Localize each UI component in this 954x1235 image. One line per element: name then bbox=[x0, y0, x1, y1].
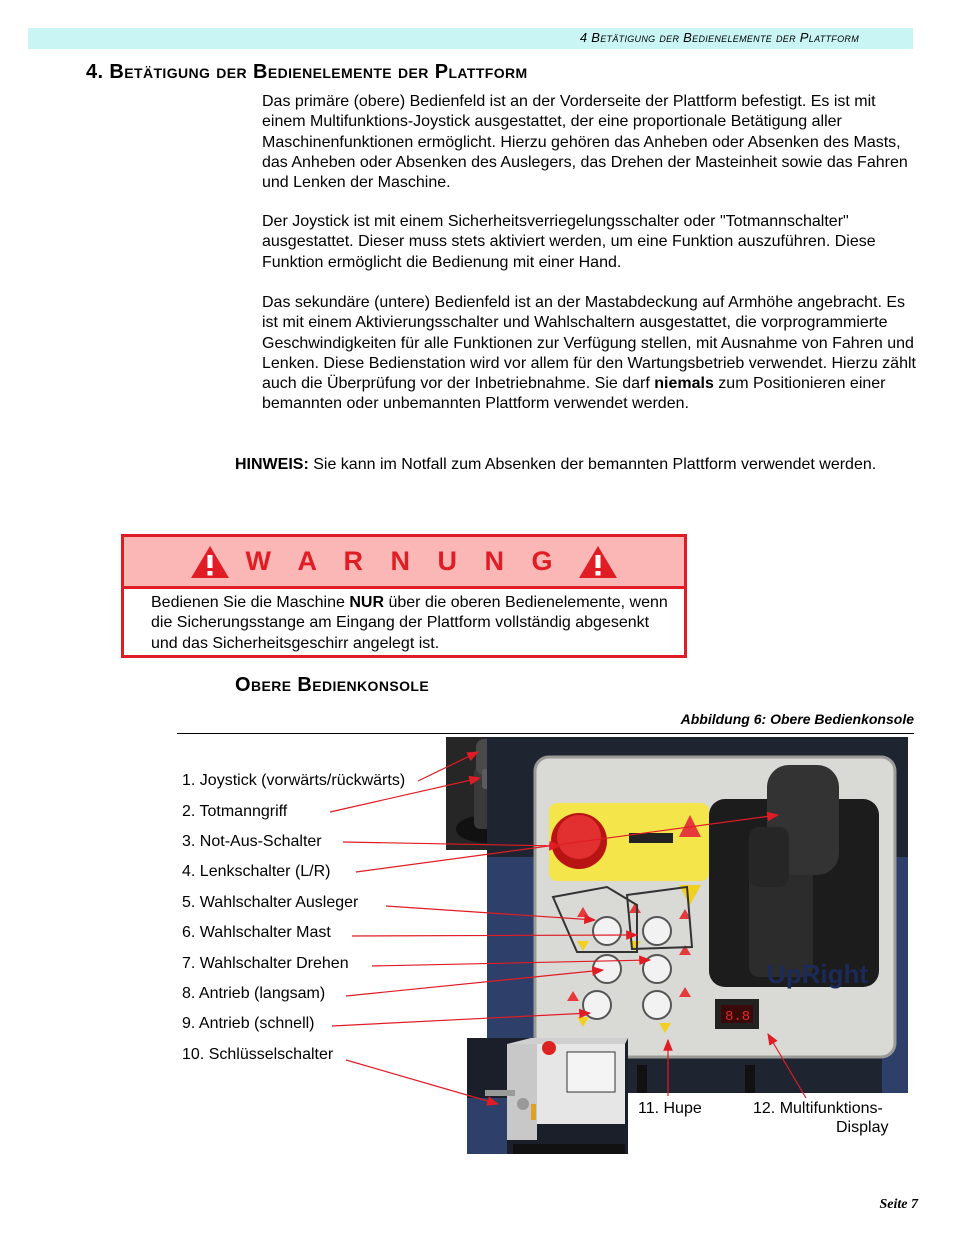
paragraph-deadman-switch: Der Joystick ist mit einem Sicherheitsverriegelungsschalter oder "Totmannschalter" ausgestattet. Dieser muss stets aktiviert werden, um eine Funktion auszuführen. Diese Funktion ermöglicht die Bedienung mit einer Hand. bbox=[262, 213, 876, 271]
subsection-title: Obere Bedienkonsole bbox=[235, 674, 430, 696]
p3-text-bold: niemals bbox=[654, 375, 714, 393]
running-title: 4 Betätigung der Bedienelemente der Plattform bbox=[579, 30, 859, 45]
note-text: Sie kann im Notfall zum Absenken der bemannten Plattform verwendet werden. bbox=[313, 456, 877, 473]
warning-text bbox=[124, 589, 684, 654]
paragraph-secondary-panel bbox=[262, 293, 922, 415]
multifunction-display-value: 8.8 bbox=[725, 1009, 751, 1025]
warning-box bbox=[121, 534, 687, 658]
p3-text-before: Das sekundäre (untere) Bedienfeld ist an der Mastabdeckung auf Armhöhe angebracht. Es ist mit einem Aktivierungsschalter und Wahlschaltern ausgestattet, die vorprogrammierte Geschwindigkeiten für alle Funktionen zur Verfügung stellen, mit Ausnahme von Fahren und Lenken. Diese Bedienstation wird vor allem für den Wartungsbetrieb verwendet. Hierzu zählt auch die Überprüfung vor der Inbetriebnahme. Sie darf bbox=[262, 294, 916, 393]
running-header bbox=[28, 28, 913, 49]
warning-triangle-icon bbox=[578, 545, 618, 579]
warning-triangle-icon bbox=[190, 545, 230, 579]
key-switch-photo bbox=[467, 1038, 628, 1154]
label-display-line2: Display bbox=[836, 1119, 889, 1136]
label-boom-selector: 5. Wahlschalter Ausleger bbox=[182, 894, 359, 911]
section-title: 4. Betätigung der Bedienelemente der Plattform bbox=[86, 61, 528, 83]
warning-text-bold: NUR bbox=[349, 594, 385, 611]
figure-caption: Abbildung 6: Obere Bedienkonsole bbox=[680, 711, 914, 727]
page-number: Seite 7 bbox=[879, 1197, 918, 1212]
label-display-line1: 12. Multifunktions- bbox=[753, 1100, 883, 1117]
brand-logo: UpRight bbox=[767, 959, 869, 989]
warning-title: W A R N U N G bbox=[245, 546, 563, 576]
note-label: HINWEIS: bbox=[235, 456, 309, 473]
p3-text-after: zum Positionieren einer bemannten oder unbemannten Plattform verwendet werden. bbox=[262, 375, 886, 413]
label-key-switch: 10. Schlüsselschalter bbox=[182, 1046, 334, 1063]
warning-text-before: Bedienen Sie die Maschine bbox=[151, 594, 345, 611]
note bbox=[235, 455, 895, 475]
label-rotate-selector: 7. Wahlschalter Drehen bbox=[182, 955, 349, 972]
paragraph-primary-panel: Das primäre (obere) Bedienfeld ist an der Vorderseite der Plattform befestigt. Es ist mit einem Multifunktions-Joystick ausgestattet, der eine proportionale Betätigung aller Maschinenfunktionen ermöglicht. Hierzu gehören das Anheben oder Absenken des Masts, das Anheben oder Absenken des Auslegers, das Drehen der Masteinheit sowie das Fahren und Lenken der Maschine. bbox=[262, 93, 908, 192]
caption-rule bbox=[177, 733, 914, 734]
warning-header bbox=[124, 537, 684, 589]
label-horn: 11. Hupe bbox=[638, 1100, 702, 1117]
label-joystick: 1. Joystick (vorwärts/rückwärts) bbox=[182, 772, 406, 789]
label-emergency-stop: 3. Not-Aus-Schalter bbox=[182, 833, 322, 850]
warning-text-after: über die oberen Bedienelemente, wenn die Sicherungsstange am Eingang der Plattform vollständig abgesenkt und das Sicherheitsgeschirr angelegt ist. bbox=[151, 594, 668, 652]
label-drive-slow: 8. Antrieb (langsam) bbox=[182, 985, 326, 1002]
label-drive-fast: 9. Antrieb (schnell) bbox=[182, 1015, 315, 1032]
label-deadman-grip: 2. Totmanngriff bbox=[182, 803, 288, 820]
label-mast-selector: 6. Wahlschalter Mast bbox=[182, 924, 331, 941]
label-steering-switch: 4. Lenkschalter (L/R) bbox=[182, 863, 331, 880]
